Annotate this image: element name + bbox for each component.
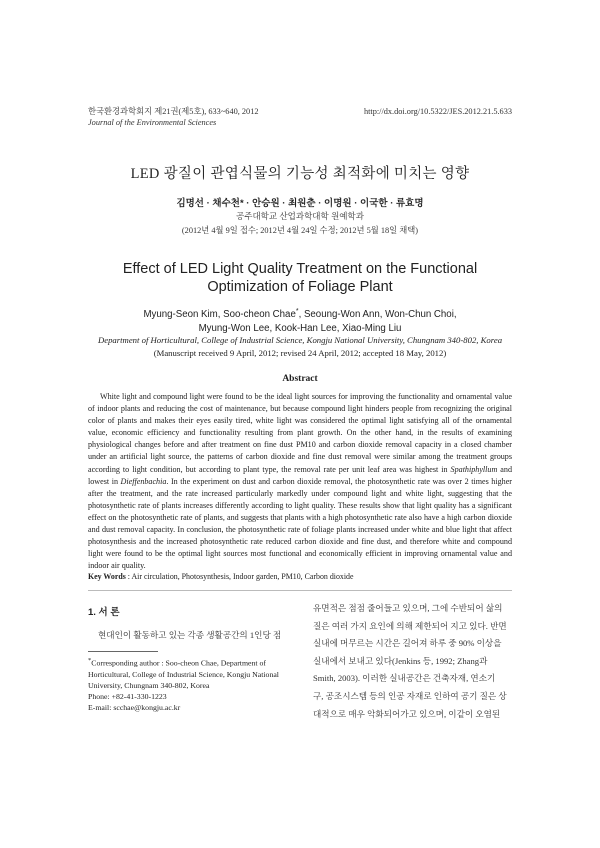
section-divider bbox=[88, 590, 512, 591]
korean-authors: 김명선 · 채수천* · 안승원 · 최원춘 · 이명원 · 이국한 · 류효명 bbox=[176, 198, 424, 209]
intro-line: Smith, 2003). 이러한 실내공간은 건축자재, 연소기 bbox=[313, 673, 496, 684]
footnote-rule bbox=[88, 651, 158, 652]
korean-dates: (2012년 4월 9일 접수; 2012년 4월 24일 수정; 2012년 5월 18일 채택) bbox=[181, 226, 419, 235]
intro-line: 실내에 머무르는 시간은 길어져 하루 중 90% 이상을 bbox=[313, 638, 502, 649]
journal-header bbox=[88, 107, 259, 128]
footnote-email: E-mail: scchae@kongju.ac.kr bbox=[88, 703, 181, 713]
manuscript-dates: (Manuscript received 9 April, 2012; revised 24 April, 2012; accepted 18 May, 2012) bbox=[153, 348, 447, 358]
journal-citation-ko: 한국환경과학회지 제21권(제5호), 633~640, 2012 bbox=[88, 107, 259, 116]
keywords bbox=[88, 572, 354, 581]
section-heading-introduction: 1. 서 론 bbox=[88, 607, 120, 618]
keywords-label: Key Words bbox=[88, 572, 126, 581]
intro-line: 실내에서 보내고 있다(Jenkins 등, 1992; Zhang과 bbox=[313, 655, 488, 666]
footnote-phone: Phone: +82-41-330-1223 bbox=[88, 692, 167, 702]
authors-line2: Myung-Won Lee, Kook-Han Lee, Xiao-Ming Liu bbox=[198, 322, 402, 334]
abstract-body: White light and compound light were found to be the ideal light sources for improving the functionality and ornamental value of indoor plants and reducing the cost of maintenance, but because compound light hinders people from recognizing the original color of plants and makes their eyes easily tired, white light was considered the optimal light satisfying all of the ornamental value, economic efficiency and functionality resulting from plant growth. On the other hand, in the results of examining physiological changes before and after treatment on fine dust PM10 and carbon dioxide removal capacity in a closed chamber under an artificial light source, the patterns of carbon dioxide and fine dust removal were similar among the treatment groups according to light condition, but according to plant type, the removal rate per unit leaf area was highest in Spathiphyllum and lowest in Dieffenbachia. In the experiment on dust and carbon dioxide removal, the photosynthetic rate was over 2 times higher after the treatment, and the rate increased particularly markedly under compound light and white light, suggesting that the photosynthetic rate of plants increases differently according to light quality. These results show that light quality has a significant effect on the photosynthetic rate of plants, and suggests that plants with a high photosynthetic rate also have a high carbon dioxide and dust removal capacity. In conclusion, the photosynthetic rate of foliage plants increased under white and blue light that affect photosynthesis and the increased photosynthetic rate reduced carbon dioxide and fine dust, and therefore white and compound light were found to be the optimal light sources most functional and economically efficient in improving ornamental value and indoor air quality. bbox=[88, 392, 512, 571]
doi-link[interactable]: http://dx.doi.org/10.5322/JES.2012.21.5.633 bbox=[363, 107, 512, 116]
intro-line: 구, 공조시스템 등의 인공 자재로 인하여 공기 질은 상 bbox=[313, 690, 507, 701]
abstract-heading: Abstract bbox=[282, 374, 318, 384]
intro-line: 질은 여러 가지 요인에 의해 제한되어 지고 있다. 반면 bbox=[313, 620, 507, 631]
authors-line1-a: Myung-Seon Kim, Soo-cheon Chae bbox=[143, 309, 296, 321]
english-affiliation: Department of Horticultural, College of Industrial Science, Kongju National University, Chungnam 340-802, Korea bbox=[97, 335, 503, 345]
corresponding-mark: * bbox=[295, 308, 299, 315]
korean-affiliation: 공주대학교 산업과학대학 원예학과 bbox=[236, 211, 364, 221]
species-spathiphyllum: Spathiphyllum bbox=[450, 464, 498, 474]
intro-line: 대적으로 매우 악화되어가고 있으며, 이같이 오염된 bbox=[313, 708, 501, 719]
english-title bbox=[88, 260, 512, 296]
english-title-line2: Optimization of Foliage Plant bbox=[207, 279, 393, 295]
species-dieffenbachia: Dieffenbachia bbox=[120, 476, 167, 486]
korean-title: LED 광질이 관엽식물의 기능성 최적화에 미치는 영향 bbox=[130, 166, 470, 182]
authors-line1-b: , Seoung-Won Ann, Won-Chun Choi, bbox=[298, 309, 457, 321]
intro-line: 유면적은 점점 줄어들고 있으며, 그에 수반되어 삶의 bbox=[313, 603, 503, 613]
english-title-line1: Effect of LED Light Quality Treatment on the Functional bbox=[122, 261, 478, 277]
english-authors bbox=[88, 305, 512, 335]
intro-right-column bbox=[313, 600, 513, 723]
keywords-value: : Air circulation, Photosynthesis, Indoor garden, PM10, Carbon dioxide bbox=[125, 572, 354, 581]
journal-name-en: Journal of the Environmental Sciences bbox=[88, 117, 217, 127]
intro-left-text: 현대인이 활동하고 있는 각종 생활공간의 1인당 점 bbox=[98, 630, 282, 640]
corresponding-footnote: *Corresponding author : Soo-cheon Chae, Department of Horticultural, College of Industrial Science, Kongju National University, Chungnam 340-802, Korea Phone: +82-41-330-1223 E-mail: scchae@kongju.ac.kr bbox=[88, 655, 288, 714]
